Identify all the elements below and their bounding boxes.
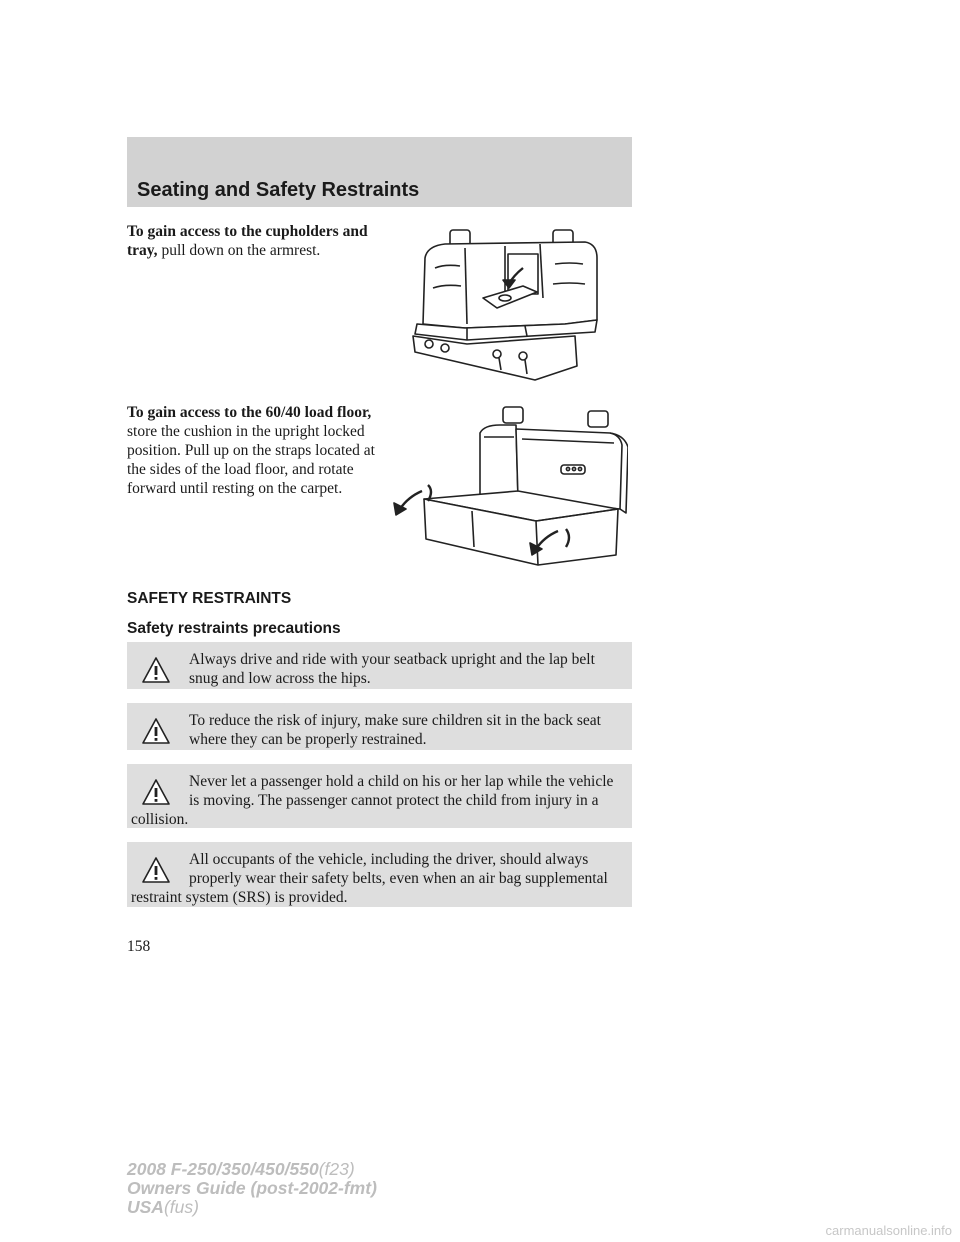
warning-triangle-icon — [141, 856, 171, 884]
warning-box-1 — [127, 642, 632, 689]
safety-restraints-heading: SAFETY RESTRAINTS — [127, 590, 292, 607]
warning-text-2: To reduce the risk of injury, make sure children sit in the back seat where they can be properly restrained. — [189, 712, 601, 748]
cupholder-lead: To gain access to the cupholders and tray, — [127, 223, 368, 259]
page-section-title: Seating and Safety Restraints — [137, 179, 420, 201]
footer-market: USA — [127, 1197, 164, 1217]
footer-model-code: (f23) — [318, 1159, 355, 1179]
footer-guide: Owners Guide (post-2002-fmt) — [127, 1178, 377, 1198]
load-floor-illustration — [388, 405, 628, 570]
footer-market-code: (fus) — [163, 1197, 199, 1217]
footer-model: 2008 F-250/350/450/550 — [127, 1159, 319, 1179]
section-header-band — [127, 137, 632, 207]
warning-box-2 — [127, 703, 632, 750]
document-footer — [127, 1160, 377, 1217]
page-number: 158 — [127, 938, 151, 955]
warning-triangle-icon — [141, 778, 171, 806]
cupholder-instruction — [127, 222, 377, 260]
warning-box-3 — [127, 764, 632, 828]
warning-triangle-icon — [141, 656, 171, 684]
warning-text-4: All occupants of the vehicle, including the driver, should always properly wear their safety belts, even when an air bag supplemental restraint system (SRS) is provided. — [131, 851, 608, 906]
load-floor-instruction — [127, 403, 377, 498]
warning-box-4 — [127, 842, 632, 907]
site-watermark: carmanualsonline.info — [825, 1223, 952, 1238]
precautions-subheading: Safety restraints precautions — [127, 620, 341, 637]
cupholder-body: pull down on the armrest. — [157, 242, 321, 259]
load-floor-lead: To gain access to the 60/40 load floor, — [127, 404, 372, 421]
warning-triangle-icon — [141, 717, 171, 745]
warning-text-3: Never let a passenger hold a child on his or her lap while the vehicle is moving. The passenger cannot protect the child from injury in a collision. — [131, 773, 614, 828]
warning-text-1: Always drive and ride with your seatback upright and the lap belt snug and low across the hips. — [189, 651, 595, 687]
armrest-seat-illustration — [405, 228, 605, 383]
load-floor-body: store the cushion in the upright locked position. Pull up on the straps located at the sides of the load floor, and rotate forward until resting on the carpet. — [127, 423, 375, 497]
